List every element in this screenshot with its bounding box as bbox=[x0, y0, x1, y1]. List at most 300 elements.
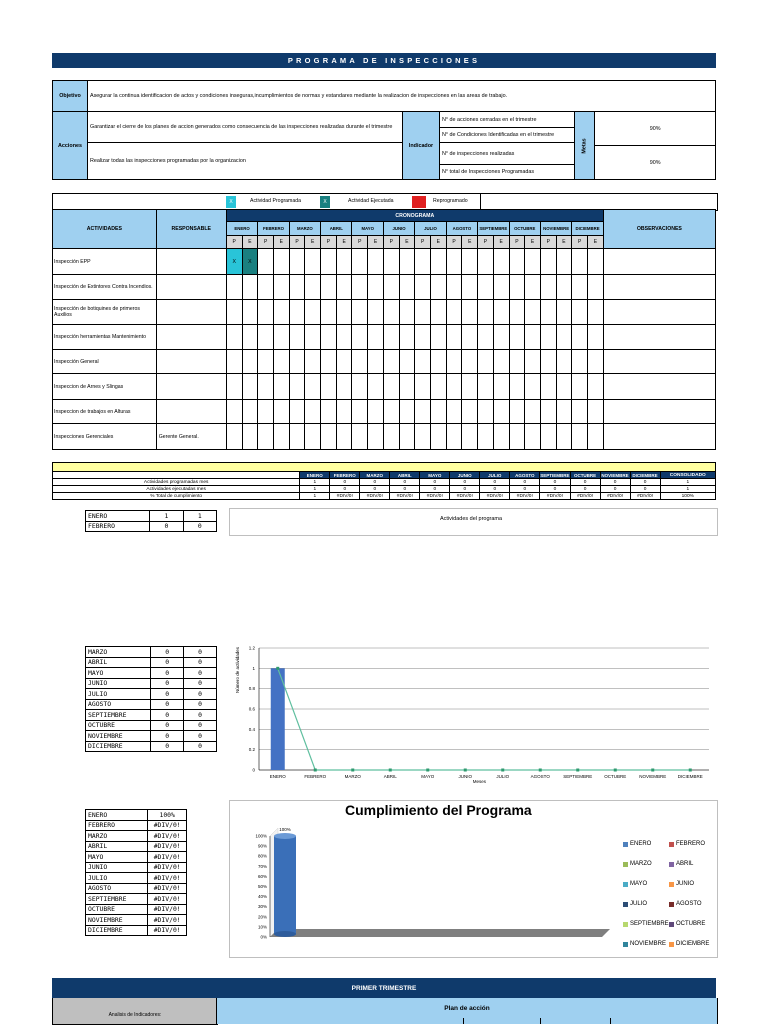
schedule-cell[interactable] bbox=[368, 374, 384, 400]
schedule-cell[interactable] bbox=[588, 249, 604, 275]
y-tick-label: 1.2 bbox=[248, 645, 255, 651]
schedule-cell[interactable] bbox=[305, 275, 321, 300]
schedule-cell[interactable] bbox=[383, 275, 399, 300]
schedule-cell[interactable] bbox=[431, 249, 447, 275]
schedule-cell[interactable] bbox=[556, 325, 572, 350]
schedule-cell[interactable] bbox=[289, 400, 305, 424]
activity-observaciones[interactable] bbox=[603, 400, 715, 424]
summary-value: 0 bbox=[540, 486, 570, 493]
trimestre-title: PRIMER TRIMESTRE bbox=[52, 978, 716, 998]
schedule-cell[interactable] bbox=[588, 275, 604, 300]
schedule-cell[interactable] bbox=[478, 300, 494, 325]
schedule-cell[interactable] bbox=[415, 350, 431, 374]
schedule-cell[interactable] bbox=[273, 249, 289, 275]
activity-responsable bbox=[156, 249, 226, 275]
schedule-cell[interactable] bbox=[540, 300, 556, 325]
schedule-cell[interactable] bbox=[540, 249, 556, 275]
month-name: FEBRERO bbox=[86, 820, 148, 831]
schedule-cell[interactable] bbox=[446, 350, 462, 374]
schedule-cell[interactable] bbox=[336, 374, 352, 400]
schedule-cell[interactable] bbox=[336, 350, 352, 374]
month-name: DICIEMBRE bbox=[86, 925, 148, 936]
schedule-cell[interactable] bbox=[540, 275, 556, 300]
schedule-cell[interactable] bbox=[258, 400, 274, 424]
activity-observaciones[interactable] bbox=[603, 424, 715, 450]
schedule-cell[interactable] bbox=[273, 374, 289, 400]
month-row bbox=[86, 511, 217, 522]
schedule-cell[interactable] bbox=[226, 424, 242, 450]
schedule-cell[interactable] bbox=[446, 325, 462, 350]
month-name: SEPTIEMBRE bbox=[86, 710, 151, 721]
schedule-cell[interactable] bbox=[242, 300, 258, 325]
chart-activities-title: Actividades del programa bbox=[440, 516, 503, 522]
schedule-cell[interactable] bbox=[258, 275, 274, 300]
schedule-cell[interactable] bbox=[509, 400, 525, 424]
schedule-cell[interactable] bbox=[478, 424, 494, 450]
legend-label: JUNIO bbox=[676, 881, 694, 887]
schedule-cell[interactable] bbox=[321, 249, 337, 275]
series-point bbox=[576, 769, 579, 772]
schedule-cell[interactable] bbox=[540, 374, 556, 400]
schedule-cell[interactable] bbox=[258, 350, 274, 374]
schedule-cell[interactable] bbox=[321, 350, 337, 374]
schedule-cell[interactable] bbox=[509, 374, 525, 400]
schedule-cell[interactable] bbox=[352, 300, 368, 325]
schedule-cell[interactable] bbox=[525, 400, 541, 424]
schedule-cell[interactable] bbox=[556, 424, 572, 450]
schedule-cell[interactable] bbox=[242, 350, 258, 374]
schedule-cell[interactable]: X bbox=[226, 249, 242, 275]
schedule-cell[interactable] bbox=[399, 350, 415, 374]
activity-name: Inspeccion de trabajos en Alturas bbox=[53, 400, 157, 424]
schedule-cell[interactable] bbox=[478, 275, 494, 300]
schedule-cell[interactable] bbox=[431, 325, 447, 350]
schedule-cell[interactable] bbox=[368, 350, 384, 374]
activity-observaciones[interactable] bbox=[603, 325, 715, 350]
schedule-cell[interactable] bbox=[431, 400, 447, 424]
schedule-cell[interactable] bbox=[478, 325, 494, 350]
schedule-cell[interactable] bbox=[431, 300, 447, 325]
schedule-cell[interactable] bbox=[399, 374, 415, 400]
schedule-cell[interactable] bbox=[368, 325, 384, 350]
schedule-cell[interactable] bbox=[242, 325, 258, 350]
schedule-cell[interactable] bbox=[242, 374, 258, 400]
schedule-cell[interactable] bbox=[540, 350, 556, 374]
meta-value: 90% bbox=[595, 112, 715, 146]
schedule-cell[interactable] bbox=[415, 249, 431, 275]
activity-observaciones[interactable] bbox=[603, 275, 715, 300]
schedule-cell[interactable] bbox=[588, 424, 604, 450]
schedule-cell[interactable] bbox=[462, 424, 478, 450]
schedule-cell[interactable] bbox=[540, 400, 556, 424]
schedule-cell[interactable] bbox=[289, 325, 305, 350]
y-tick-label: 0.6 bbox=[248, 706, 255, 712]
schedule-cell[interactable] bbox=[572, 325, 588, 350]
schedule-cell[interactable] bbox=[446, 249, 462, 275]
chart-activities-top bbox=[229, 508, 718, 536]
schedule-cell[interactable] bbox=[321, 374, 337, 400]
legend-item bbox=[669, 861, 693, 867]
summary-month-header: FEBRERO bbox=[330, 472, 360, 479]
schedule-cell[interactable] bbox=[368, 249, 384, 275]
p-header: P bbox=[226, 236, 242, 249]
schedule-row bbox=[53, 374, 716, 400]
legend-swatch bbox=[623, 882, 628, 887]
col-responsable: RESPONSABLE bbox=[156, 210, 226, 249]
schedule-cell[interactable] bbox=[383, 249, 399, 275]
schedule-row bbox=[53, 424, 716, 450]
schedule-cell[interactable] bbox=[462, 275, 478, 300]
schedule-cell[interactable] bbox=[509, 350, 525, 374]
schedule-cell[interactable] bbox=[399, 424, 415, 450]
schedule-cell[interactable] bbox=[493, 424, 509, 450]
month-name: FEBRERO bbox=[86, 521, 150, 532]
schedule-cell[interactable] bbox=[336, 300, 352, 325]
p-header: P bbox=[446, 236, 462, 249]
schedule-cell[interactable] bbox=[415, 400, 431, 424]
schedule-cell[interactable] bbox=[226, 325, 242, 350]
schedule-cell[interactable] bbox=[305, 374, 321, 400]
schedule-cell[interactable] bbox=[525, 350, 541, 374]
schedule-cell[interactable] bbox=[446, 424, 462, 450]
schedule-cell[interactable] bbox=[509, 300, 525, 325]
schedule-cell[interactable] bbox=[226, 300, 242, 325]
schedule-cell[interactable] bbox=[352, 424, 368, 450]
schedule-cell[interactable] bbox=[509, 424, 525, 450]
x-tick-label: MARZO bbox=[344, 774, 361, 779]
schedule-cell[interactable] bbox=[273, 350, 289, 374]
schedule-cell[interactable] bbox=[525, 249, 541, 275]
schedule-cell[interactable] bbox=[572, 350, 588, 374]
activity-name: Inspección General bbox=[53, 350, 157, 374]
schedule-cell[interactable] bbox=[446, 374, 462, 400]
schedule-cell[interactable] bbox=[352, 400, 368, 424]
metas-label: Metas bbox=[581, 137, 588, 154]
month-header: OCTUBRE bbox=[509, 222, 540, 236]
schedule-cell[interactable] bbox=[305, 300, 321, 325]
summary-label: Actividades ejecutadas mes bbox=[53, 486, 300, 493]
schedule-cell[interactable] bbox=[336, 249, 352, 275]
schedule-cell[interactable] bbox=[572, 300, 588, 325]
schedule-row bbox=[53, 275, 716, 300]
schedule-cell[interactable] bbox=[462, 350, 478, 374]
summary-value: 0 bbox=[330, 479, 360, 486]
schedule-cell[interactable] bbox=[352, 249, 368, 275]
schedule-cell[interactable] bbox=[383, 400, 399, 424]
schedule-cell[interactable] bbox=[273, 275, 289, 300]
objetivo-text: Asegurar la continua identificacion de actos y condiciones inseguras,incumplimientos de normas y estandares mediante la realizacion de inspecciones en las areas de trabajo. bbox=[88, 81, 716, 112]
month-name: MAYO bbox=[86, 668, 151, 679]
summary-value: 0 bbox=[540, 479, 570, 486]
schedule-cell[interactable] bbox=[226, 374, 242, 400]
schedule-cell[interactable] bbox=[289, 424, 305, 450]
summary-value: 0 bbox=[480, 486, 510, 493]
month-value: 0 bbox=[151, 720, 184, 731]
schedule-cell[interactable] bbox=[478, 374, 494, 400]
legend-label: ABRIL bbox=[676, 861, 694, 867]
schedule-cell[interactable] bbox=[289, 275, 305, 300]
schedule-cell[interactable] bbox=[525, 424, 541, 450]
p-header: P bbox=[509, 236, 525, 249]
schedule-cell[interactable] bbox=[273, 424, 289, 450]
schedule-cell[interactable] bbox=[525, 300, 541, 325]
schedule-cell[interactable] bbox=[572, 400, 588, 424]
schedule-cell[interactable] bbox=[352, 325, 368, 350]
schedule-cell[interactable] bbox=[415, 275, 431, 300]
bar bbox=[271, 668, 285, 770]
schedule-cell[interactable] bbox=[509, 325, 525, 350]
schedule-cell[interactable] bbox=[258, 374, 274, 400]
schedule-cell[interactable] bbox=[493, 374, 509, 400]
schedule-cell[interactable] bbox=[305, 424, 321, 450]
month-header: AGOSTO bbox=[446, 222, 477, 236]
schedule-cell[interactable] bbox=[336, 400, 352, 424]
schedule-cell[interactable] bbox=[556, 300, 572, 325]
month-row bbox=[86, 841, 187, 852]
acciones-label: Acciones bbox=[53, 112, 88, 180]
schedule-cell[interactable]: X bbox=[242, 249, 258, 275]
month-row bbox=[86, 710, 217, 721]
activity-observaciones[interactable] bbox=[603, 374, 715, 400]
schedule-cell[interactable] bbox=[226, 400, 242, 424]
schedule-cell[interactable] bbox=[431, 275, 447, 300]
schedule-cell[interactable] bbox=[336, 424, 352, 450]
schedule-cell[interactable] bbox=[352, 374, 368, 400]
schedule-cell[interactable] bbox=[399, 275, 415, 300]
summary-value: #DIV/0! bbox=[390, 493, 420, 500]
schedule-cell[interactable] bbox=[399, 400, 415, 424]
schedule-cell[interactable] bbox=[368, 275, 384, 300]
schedule-row bbox=[53, 300, 716, 325]
schedule-cell[interactable] bbox=[556, 350, 572, 374]
schedule-cell[interactable] bbox=[446, 400, 462, 424]
activity-observaciones[interactable] bbox=[603, 300, 715, 325]
schedule-cell[interactable] bbox=[226, 275, 242, 300]
summary-value: #DIV/0! bbox=[630, 493, 660, 500]
month-header: ABRIL bbox=[321, 222, 352, 236]
schedule-cell[interactable] bbox=[525, 374, 541, 400]
month-value: 0 bbox=[184, 678, 217, 689]
month-name: MARZO bbox=[86, 831, 148, 842]
summary-label: Actividades programadas mes bbox=[53, 479, 300, 486]
schedule-cell[interactable] bbox=[588, 300, 604, 325]
schedule-cell[interactable] bbox=[462, 249, 478, 275]
schedule-cell[interactable] bbox=[289, 374, 305, 400]
schedule-cell[interactable] bbox=[242, 400, 258, 424]
legend-item bbox=[623, 841, 651, 847]
schedule-cell[interactable] bbox=[478, 249, 494, 275]
series-point bbox=[464, 769, 467, 772]
activity-responsable bbox=[156, 400, 226, 424]
schedule-cell[interactable] bbox=[258, 300, 274, 325]
schedule-cell[interactable] bbox=[242, 424, 258, 450]
schedule-cell[interactable] bbox=[321, 275, 337, 300]
schedule-cell[interactable] bbox=[493, 275, 509, 300]
schedule-cell[interactable] bbox=[462, 300, 478, 325]
month-value: 0 bbox=[151, 741, 184, 752]
schedule-cell[interactable] bbox=[556, 374, 572, 400]
month-value: 0 bbox=[184, 647, 217, 658]
schedule-cell[interactable] bbox=[588, 400, 604, 424]
e-header: E bbox=[588, 236, 604, 249]
summary-value: 0 bbox=[600, 479, 630, 486]
summary-month-header: SEPTIEMBRE bbox=[540, 472, 570, 478]
schedule-cell[interactable] bbox=[431, 350, 447, 374]
schedule-cell[interactable] bbox=[525, 325, 541, 350]
schedule-cell[interactable] bbox=[273, 400, 289, 424]
p-header: P bbox=[258, 236, 274, 249]
schedule-cell[interactable] bbox=[525, 275, 541, 300]
schedule-cell[interactable] bbox=[493, 325, 509, 350]
schedule-cell[interactable] bbox=[258, 249, 274, 275]
month-header: NOVIEMBRE bbox=[540, 222, 571, 236]
schedule-cell[interactable] bbox=[399, 325, 415, 350]
month-name: JULIO bbox=[86, 873, 148, 884]
legend-label: ENERO bbox=[630, 841, 652, 847]
y-tick-label: 100% bbox=[255, 833, 267, 839]
schedule-cell[interactable] bbox=[556, 275, 572, 300]
month-row bbox=[86, 741, 217, 752]
schedule-row bbox=[53, 400, 716, 424]
legend-item bbox=[669, 841, 705, 847]
schedule-cell[interactable] bbox=[226, 350, 242, 374]
schedule-cell[interactable] bbox=[321, 400, 337, 424]
schedule-cell[interactable] bbox=[540, 325, 556, 350]
y-tick-label: 40% bbox=[257, 894, 267, 900]
schedule-cell[interactable] bbox=[273, 325, 289, 350]
month-name: SEPTIEMBRE bbox=[86, 894, 148, 905]
schedule-cell[interactable] bbox=[572, 275, 588, 300]
schedule-cell[interactable] bbox=[588, 374, 604, 400]
month-header: FEBRERO bbox=[258, 222, 289, 236]
legend-swatch bbox=[669, 902, 674, 907]
e-header: E bbox=[493, 236, 509, 249]
legend-label: JULIO bbox=[630, 901, 648, 907]
month-name: NOVIEMBRE bbox=[86, 731, 151, 742]
y-tick-label: 0.2 bbox=[248, 747, 255, 753]
x-tick-label: JULIO bbox=[496, 774, 510, 779]
schedule-cell[interactable] bbox=[462, 374, 478, 400]
schedule-cell[interactable] bbox=[572, 424, 588, 450]
schedule-cell[interactable] bbox=[509, 275, 525, 300]
summary-month-header: MARZO bbox=[360, 472, 390, 479]
schedule-cell[interactable] bbox=[446, 275, 462, 300]
schedule-cell[interactable] bbox=[493, 400, 509, 424]
schedule-cell[interactable] bbox=[462, 325, 478, 350]
schedule-cell[interactable] bbox=[415, 325, 431, 350]
schedule-cell[interactable] bbox=[540, 424, 556, 450]
schedule-cell[interactable] bbox=[305, 325, 321, 350]
summary-table bbox=[52, 462, 716, 500]
legend-swatch bbox=[669, 922, 674, 927]
schedule-cell[interactable] bbox=[478, 350, 494, 374]
schedule-cell[interactable] bbox=[572, 249, 588, 275]
schedule-cell[interactable] bbox=[588, 325, 604, 350]
schedule-cell[interactable] bbox=[383, 325, 399, 350]
schedule-cell[interactable] bbox=[493, 300, 509, 325]
schedule-cell[interactable] bbox=[509, 249, 525, 275]
schedule-cell[interactable] bbox=[383, 350, 399, 374]
schedule-cell[interactable] bbox=[368, 424, 384, 450]
schedule-cell[interactable] bbox=[352, 350, 368, 374]
month-value: 0 bbox=[183, 521, 216, 532]
schedule-cell[interactable] bbox=[352, 275, 368, 300]
schedule-cell[interactable] bbox=[258, 424, 274, 450]
schedule-cell[interactable] bbox=[273, 300, 289, 325]
y-tick-label: 0 bbox=[252, 767, 255, 773]
month-value: #DIV/0! bbox=[148, 852, 187, 863]
schedule-cell[interactable] bbox=[493, 350, 509, 374]
schedule-cell[interactable] bbox=[462, 400, 478, 424]
schedule-cell[interactable] bbox=[556, 400, 572, 424]
schedule-cell[interactable] bbox=[478, 400, 494, 424]
schedule-cell[interactable] bbox=[556, 249, 572, 275]
chart-cumplimiento bbox=[229, 800, 718, 958]
schedule-cell[interactable] bbox=[431, 374, 447, 400]
schedule-cell[interactable] bbox=[289, 350, 305, 374]
schedule-cell[interactable] bbox=[305, 249, 321, 275]
summary-value: 0 bbox=[510, 486, 540, 493]
schedule-cell[interactable] bbox=[415, 374, 431, 400]
schedule-cell[interactable] bbox=[336, 325, 352, 350]
schedule-cell[interactable] bbox=[305, 350, 321, 374]
summary-month-header: JUNIO bbox=[450, 472, 480, 479]
schedule-cell[interactable] bbox=[493, 249, 509, 275]
schedule-cell[interactable] bbox=[289, 249, 305, 275]
schedule-cell[interactable] bbox=[383, 424, 399, 450]
month-row bbox=[86, 647, 217, 658]
schedule-cell[interactable] bbox=[321, 300, 337, 325]
summary-month-header: ABRIL bbox=[390, 472, 420, 479]
schedule-cell[interactable] bbox=[368, 300, 384, 325]
schedule-cell[interactable] bbox=[321, 424, 337, 450]
activity-observaciones[interactable] bbox=[603, 350, 715, 374]
schedule-cell[interactable] bbox=[399, 249, 415, 275]
schedule-cell[interactable] bbox=[383, 374, 399, 400]
schedule-cell[interactable] bbox=[289, 300, 305, 325]
schedule-cell[interactable] bbox=[242, 275, 258, 300]
schedule-cell[interactable] bbox=[431, 424, 447, 450]
schedule-cell[interactable] bbox=[305, 400, 321, 424]
chart-cumplimiento-legend bbox=[620, 801, 717, 957]
schedule-cell[interactable] bbox=[336, 275, 352, 300]
schedule-cell[interactable] bbox=[399, 300, 415, 325]
col-actividades: ACTIVIDADES bbox=[53, 210, 157, 249]
activity-responsable bbox=[156, 350, 226, 374]
activity-responsable bbox=[156, 300, 226, 325]
month-row bbox=[86, 925, 187, 936]
schedule-cell[interactable] bbox=[415, 424, 431, 450]
col-cronograma: CRONOGRAMA bbox=[226, 210, 603, 222]
accion-item: Realizar todas las inspecciones programadas por la organizacion bbox=[88, 143, 403, 180]
schedule-cell[interactable] bbox=[415, 300, 431, 325]
schedule-cell[interactable] bbox=[383, 300, 399, 325]
schedule-cell[interactable] bbox=[588, 350, 604, 374]
page-title: PROGRAMA DE INSPECCIONES bbox=[52, 53, 716, 68]
activity-observaciones[interactable] bbox=[603, 249, 715, 275]
schedule-cell[interactable] bbox=[572, 374, 588, 400]
chart-activities-svg bbox=[229, 642, 716, 787]
schedule-cell[interactable] bbox=[321, 325, 337, 350]
schedule-cell[interactable] bbox=[258, 325, 274, 350]
month-value: 0 bbox=[150, 521, 183, 532]
schedule-cell[interactable] bbox=[446, 300, 462, 325]
schedule-cell[interactable] bbox=[368, 400, 384, 424]
series-point bbox=[351, 769, 354, 772]
legend-item bbox=[623, 861, 652, 867]
month-row bbox=[86, 678, 217, 689]
chart-cumplimiento-svg bbox=[230, 801, 620, 957]
